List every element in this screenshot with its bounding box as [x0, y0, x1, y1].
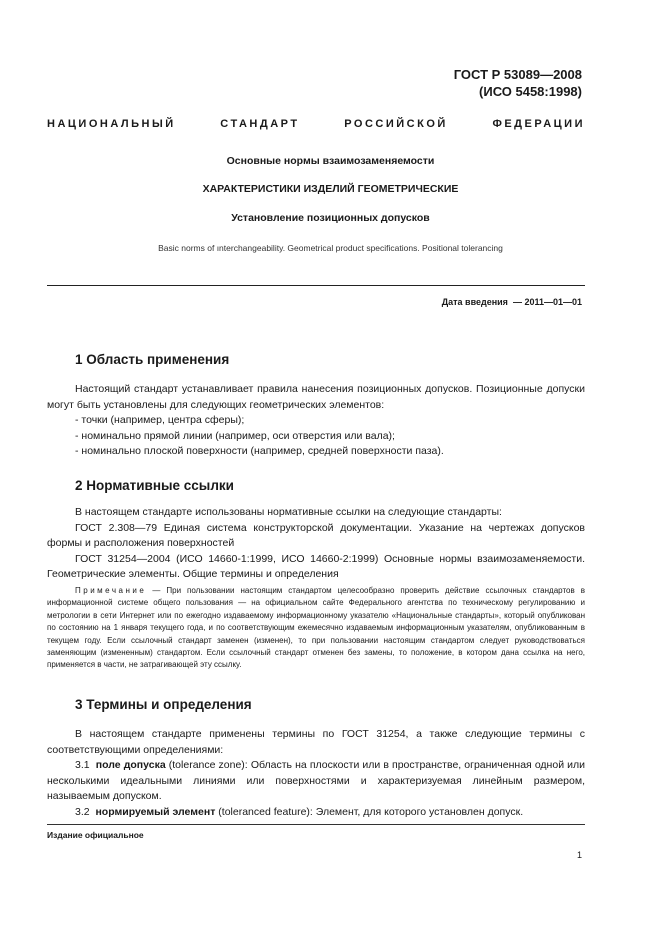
term-def: Область на плоскости или в пространстве, ограниченная одной или несколькими идеальными линиями или поверхностями и характеризуемая линейным размером, называемым допуском. — [47, 759, 585, 802]
list-item: - номинально прямой линии (например, оси отверстия или вала); — [75, 429, 395, 442]
banner-word: ФЕДЕРАЦИИ — [492, 118, 585, 130]
term-def: Элемент, для которого установлен допуск. — [312, 805, 524, 818]
main-title: ХАРАКТЕРИСТИКИ ИЗДЕЛИЙ ГЕОМЕТРИЧЕСКИЕ — [202, 183, 459, 195]
section-2-text: В настоящем стандарте использованы нормативные ссылки на следующие стандарты: — [75, 506, 502, 518]
section-3-body — [47, 727, 585, 820]
iso-number: (ИСО 5458:1998) — [479, 84, 582, 99]
term-number: 3.1 — [75, 759, 90, 771]
page-number: 1 — [576, 850, 582, 860]
publication-label: Издание официальное — [47, 830, 144, 840]
national-standard-banner — [47, 118, 585, 130]
term-english: (tolerance zone): — [168, 759, 248, 771]
list-item: - точки (например, центра сферы); — [75, 414, 245, 426]
section-1-text: Настоящий стандарт устанавливает правила нанесения позиционных допусков. Позиционные допуски могут быть установлены для следующих геометрических элементов: — [47, 383, 585, 411]
standard-designation — [454, 66, 582, 100]
section-3-title: 3 Термины и определения — [75, 697, 252, 712]
intro-date-label: Дата введения — [441, 297, 508, 307]
section-3-text: В настоящем стандарте применены термины по ГОСТ 31254, а также следующие термины с соответствующими определениями: — [47, 728, 585, 756]
english-title: Basic norms of ınterchangeability. Geometrical product specifications. Positional tolerancing — [158, 243, 503, 253]
note-text: — При пользовании настоящим стандартом целесообразно проверить действие ссылочных стандартов в информационной системе общего пользования — на официальном сайте Федерального агентства по техническому регулированию и метрологии в сети Интернет или по ежегодно издаваемому информационному указателю «Национальные стандарты», который опубликован по состоянию на 1 января текущего года, и по соответствующим ежемесячно издаваемым информационным указателям, опубликованным в текущем году. Если ссылочный стандарт заменен (изменен), то при пользовании настоящим стандартом следует руководствоваться заменяющим (измененным) стандартом. Если ссылочный стандарт отменен без замены, то положение, в котором дана ссылка на него, применяется в части, не затрагивающей эту ссылку. — [47, 586, 585, 670]
group-title: Основные нормы взаимозаменяемости — [226, 155, 435, 167]
term-number: 3.2 — [75, 805, 90, 818]
term-name: поле допуска — [95, 759, 166, 771]
intro-date-value: — 2011—01—01 — [512, 297, 582, 307]
sub-title: Установление позиционных допусков — [231, 212, 430, 224]
note-label: Примечание — [75, 586, 147, 595]
term-definition — [47, 758, 585, 805]
section-1-body — [47, 382, 585, 460]
section-2-body — [47, 505, 585, 583]
term-english: (toleranced feature): — [218, 805, 313, 818]
header-divider — [47, 285, 585, 286]
standard-number: ГОСТ Р 53089—2008 — [453, 67, 582, 82]
note-block — [47, 585, 585, 672]
footer-divider — [47, 824, 585, 825]
banner-word: РОССИЙСКОЙ — [344, 118, 448, 130]
list-item: - номинально плоской поверхности (например, средней поверхности паза). — [75, 445, 444, 457]
banner-word: СТАНДАРТ — [220, 118, 300, 130]
reference-item: ГОСТ 31254—2004 (ИСО 14660-1:1999, ИСО 14660-2:1999) Основные нормы взаимозаменяемости. Геометрические элементы. Общие термины и определения — [47, 552, 585, 580]
section-1-title: 1 Область применения — [75, 352, 230, 367]
section-2-title: 2 Нормативные ссылки — [75, 478, 234, 493]
term-definition — [47, 805, 585, 821]
term-name: нормируемый элемент — [95, 805, 216, 818]
intro-date — [442, 297, 582, 307]
banner-word: НАЦИОНАЛЬНЫЙ — [47, 118, 176, 130]
reference-item: ГОСТ 2.308—79 Единая система конструкторской документации. Указание на чертежах допусков формы и расположения поверхностей — [47, 521, 585, 549]
